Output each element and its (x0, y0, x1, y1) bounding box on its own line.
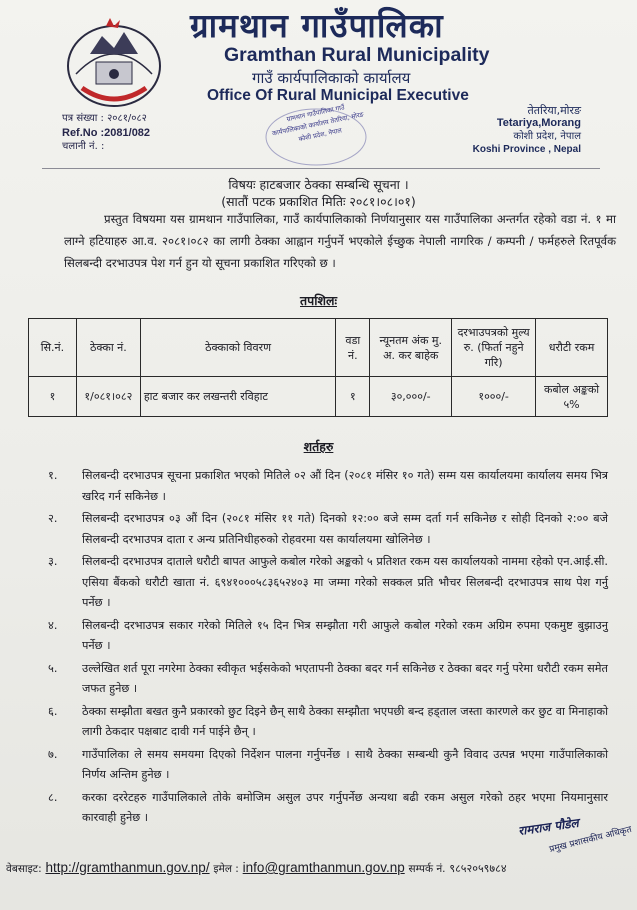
item-number: १. (48, 469, 58, 482)
table-header-row (29, 319, 608, 377)
ref-number-en: Ref.No :2081/082 (62, 127, 151, 139)
item-text: गाउँपालिका ले समय समयमा दिएको निर्देशन पालना गर्नुपर्नेछ । साथै ठेक्का सम्बन्धी कुनै विवाद उत्पन्न भएमा गाउँपालिकाको निर्णय अन्तिम हुनेछ । (82, 747, 608, 781)
address-en: Tetariya,Morang (496, 117, 581, 129)
list-item (40, 552, 608, 614)
nepal-emblem-icon (62, 14, 166, 112)
cell-form-price: १०००/- (452, 377, 536, 417)
item-number: ७. (48, 747, 58, 761)
office-title-en: Office Of Rural Municipal Executive (207, 87, 469, 104)
header-divider (42, 168, 600, 169)
list-item (40, 659, 608, 700)
cell-ward: १ (336, 377, 370, 417)
ref-number-np: पत्र संख्या : २०८१/०८२ (62, 113, 147, 124)
details-heading: तपशिलः (300, 293, 337, 308)
conditions-heading: शर्तहरु (303, 439, 334, 454)
item-text: सिलबन्दी दरभाउपत्र सकार गरेको मितिले १५ दिन भित्र सम्झौता गरी आफुले कबोल गरेको रकम अग्रिम रुपमा एकमुष्ट बुझाउनु पर्नेछ । (82, 618, 608, 652)
col-header-form-price: दरभाउपत्रको मुल्य रु. (फिर्ता नहुने गरि) (452, 319, 536, 377)
item-number: ४. (48, 618, 58, 632)
list-item (40, 702, 608, 743)
municipality-title-en: Gramthan Rural Municipality (224, 44, 490, 66)
list-item (40, 466, 608, 507)
footer-contact (6, 860, 631, 876)
col-header-ward: वडा नं. (336, 319, 370, 377)
item-text: सिलबन्दी दरभाउपत्र ०३ औं दिन (२०८१ मंसिर ११ गते) दिनको १२:०० बजे सम्म दर्ता गर्न सकिनेछ र सोही दिनको २:०० बजे सिलबन्दी दरभाउपत्र दाता र अन्य प्रतिनिधीहरुको रोहवरमा यस कार्यालयमा खोलिनेछ । (82, 512, 608, 546)
subject-line: विषयः हाटबजार ठेक्का सम्बन्धि सूचना । (228, 177, 409, 192)
province-en: Koshi Province , Nepal (472, 144, 581, 155)
item-text: सिलबन्दी दरभाउपत्र दाताले धरौटी बापत आफुले कबोल गरेको अङ्कको ५ प्रतिशत रकम यस कार्यालयको नाममा रहेको एन.आई.सी. एसिया बैंकको धरौटी खाता नं. ६९४१०००५८३६५२४०३ मा जम्मा गरेको सक्कल प्रति भौचर सिलबन्दी दरभाउपत्र साथ पेश गर्नु पर्नेछ । (82, 555, 608, 609)
item-text: ठेक्का सम्झौता बखत कुनै प्रकारको छुट दिइने छैन् साथै ठेक्का सम्झौता भएपछी बन्द हड्ताल जस्ता कारणले कर छुट वा मिनाहाको लागी ठेकदार पक्षबाट दावी गर्न पाईने छैन् । (82, 704, 608, 738)
cell-min-amount: ३०,०००/- (370, 377, 452, 417)
office-stamp-text: ग्रामथान गाउँपालिका गाउँ कार्यपालिकाको कार्यालय तेतरिया, मोरङ कोशी प्रदेश, नेपाल (271, 103, 365, 144)
list-item (40, 509, 608, 550)
intro-paragraph: प्रस्तुत विषयमा यस ग्रामथान गाउँपालिका, गाउँ कार्यपालिकाको निर्णयानुसार यस गाउँपालिका अन्तर्गत रहेको वडा नं. १ मा लाग्ने हटियाहरु आ.व. २०८१।०८२ का लागी ठेक्का आह्वान गर्नुपर्ने भएकोले ईच्छुक नेपाली नागरिक / कम्पनी / फर्महरुले रितपूर्वक सिलबन्दी दरभाउपत्र पेश गर्न हुन यो सूचना प्रकाशित गरिएको छ । (64, 212, 616, 270)
item-text: उल्लेखित शर्त पूरा नगरेमा ठेक्का स्वीकृत भईसकेको भएतापनी ठेक्का बदर गर्न सकिनेछ र ठेक्का बदर गर्नु परेमा धरौटी रकम समेत जफत हुनेछ । (82, 661, 608, 695)
col-header-description: ठेक्काको विवरण (140, 319, 336, 377)
phone-label: सम्पर्क नं. (408, 863, 446, 875)
signatory-name: रामराज पौडेल (517, 815, 580, 839)
table-row (29, 377, 608, 417)
list-item (40, 616, 608, 657)
reference-block (62, 112, 150, 154)
phone-number: ९८५२०५९७८४ (449, 862, 507, 875)
tender-table (28, 318, 608, 417)
email-label: इमेल : (213, 863, 239, 875)
list-item (40, 745, 608, 786)
cell-description: हाट बजार कर लखन्तरी रविहाट (140, 377, 336, 417)
item-text: सिलबन्दी दरभाउपत्र सूचना प्रकाशित भएको मितिले ०२ औं दिन (२०८१ मंसिर १० गते) सम्म यस कार्यालयमा कार्यालय समय भित्र खरिद गर्न सकिनेछ । (82, 469, 608, 503)
website-link[interactable]: http://gramthanmun.gov.np/ (45, 860, 210, 875)
email-address[interactable]: info@gramthanmun.gov.np (242, 860, 405, 875)
item-number: ५. (48, 661, 58, 675)
municipality-title-np: ग्रामथान गाउँपालिका (190, 6, 444, 45)
item-number: ६. (48, 704, 58, 718)
province-np: कोशी प्रदेश, नेपाल (513, 131, 581, 142)
col-header-min-amount: न्यूनतम अंक मु. अ. कर बाहेक (370, 319, 452, 377)
address-np: तेतरिया,मोरङ (527, 104, 581, 117)
publication-date-line: (सातौं पटक प्रकाशित मितिः २०८१।०८।०१) (221, 194, 416, 209)
item-number: २. (48, 512, 58, 525)
cell-deposit: कबोल अङ्कको ५% (536, 377, 608, 417)
address-block (473, 104, 581, 156)
col-header-sn: सि.नं. (29, 319, 77, 377)
signatory-title: प्रमुख प्रशासकीय अधिकृत (548, 824, 633, 856)
cell-sn: १ (29, 377, 77, 417)
col-header-contract-no: ठेक्का नं. (76, 319, 140, 377)
website-label: वेबसाइट: (6, 863, 42, 875)
col-header-deposit: धरौटी रकम (536, 319, 608, 377)
conditions-list (40, 466, 608, 831)
dispatch-number: चलानी नं. : (62, 141, 105, 152)
item-number: ३. (48, 555, 58, 568)
item-text: करका दररेटहरु गाउँपालिकाले तोके बमोजिम असुल उपर गर्नुपर्नेछ अन्यथा बढी रकम असुल गरेको ठहर भएमा नियमानुसार कारवाही हुनेछ । (82, 790, 608, 824)
item-number: ८. (48, 790, 58, 804)
office-title-np: गाउँ कार्यपालिकाको कार्यालय (252, 69, 411, 87)
cell-contract-no: १/०८१।०८२ (76, 377, 140, 417)
